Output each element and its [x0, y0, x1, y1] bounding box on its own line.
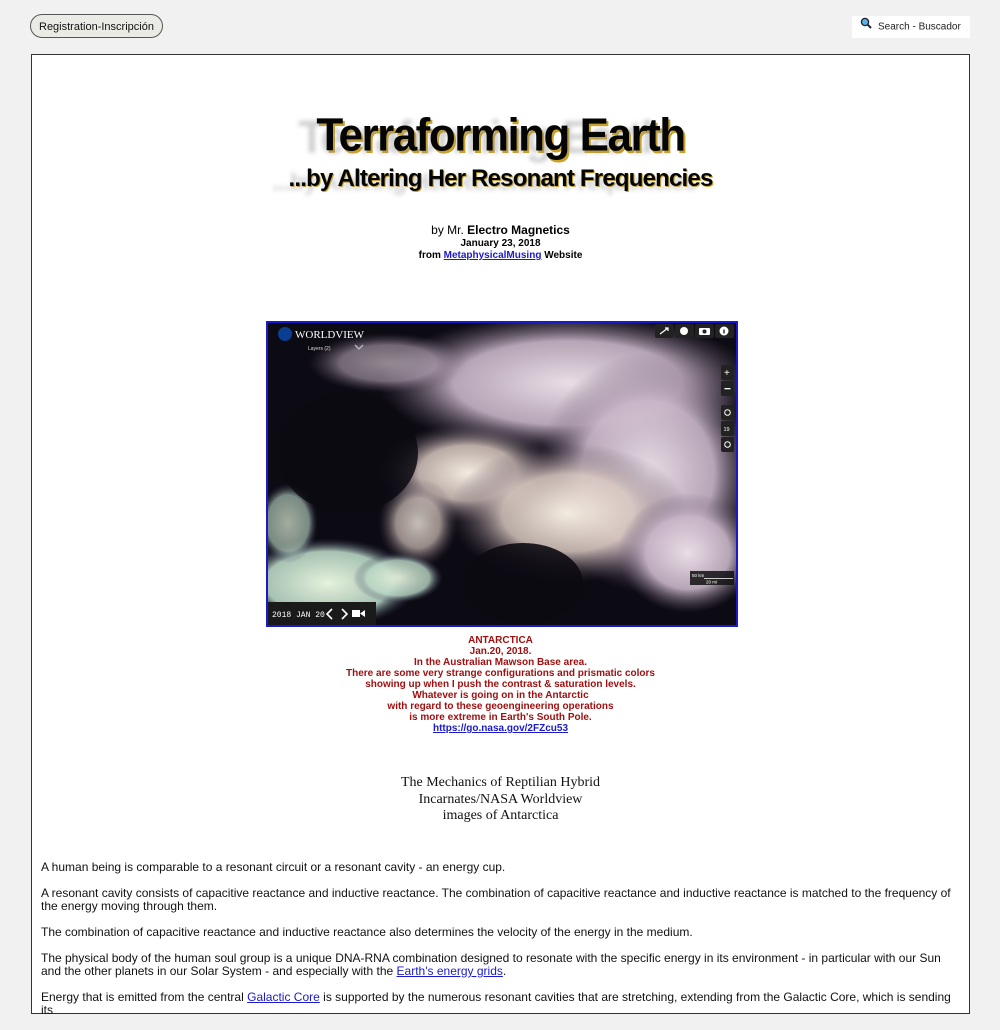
paragraph: A human being is comparable to a resonant circuit or a resonant cavity - an energy cup.	[41, 860, 506, 874]
caption-line: There are some very strange configurations and prismatic colors	[346, 668, 655, 679]
paragraph-text: is supported by the numerous resonant cavities that are stretching, extending from the Galactic Core, which is sending its	[41, 990, 951, 1017]
title-block	[32, 111, 969, 193]
source-line	[32, 250, 969, 261]
section-heading	[32, 775, 969, 825]
layers-label: Layers (2)	[308, 346, 331, 352]
by-prefix: by Mr.	[431, 223, 464, 237]
search-icon	[860, 16, 872, 38]
article-body	[41, 861, 951, 1030]
timeline-date: 2018 JAN 20	[272, 611, 325, 620]
from-prefix: from	[418, 250, 441, 261]
author-name: Electro Magnetics	[467, 223, 570, 237]
paragraph: A resonant cavity consists of capacitive reactance and inductive reactance. The combination of capacitive reactance and inductive reactance is matched to the frequency of the energy moving through them.	[41, 886, 951, 913]
svg-text:19: 19	[723, 427, 730, 433]
worldview-screenshot	[268, 323, 736, 625]
caption-line: Jan.20, 2018.	[469, 646, 532, 657]
svg-text:50 km: 50 km	[692, 573, 705, 578]
toolbar-camera-icon	[695, 324, 714, 338]
rotate-right-icon	[721, 437, 734, 452]
caption-link[interactable]: https://go.nasa.gov/2FZcu53	[432, 723, 569, 734]
image-caption	[32, 635, 969, 734]
svg-text:20 mi: 20 mi	[706, 579, 718, 585]
top-bar	[0, 0, 1000, 54]
content-frame	[31, 54, 970, 1017]
satellite-image[interactable]	[266, 321, 738, 627]
galactic-core-link[interactable]: Galactic Core	[247, 990, 320, 1004]
zoom-in-icon	[721, 365, 734, 380]
caption-line: is more extreme in Earth's South Pole.	[409, 712, 592, 723]
zoom-out-icon	[721, 381, 734, 396]
toolbar-share-icon	[655, 324, 674, 338]
source-link[interactable]: MetaphysicalMusing	[443, 250, 542, 261]
paragraph	[41, 991, 951, 1017]
energy-grids-link[interactable]: Earth's energy grids	[396, 964, 503, 978]
paragraph	[41, 952, 951, 978]
publish-date: January 23, 2018	[460, 238, 541, 249]
caption-line: showing up when I push the contrast & saturation levels.	[365, 679, 636, 690]
heading-line: images of Antarctica	[442, 808, 559, 823]
toolbar-globe-icon	[675, 324, 694, 338]
paragraph-text: Energy that is emitted from the central	[41, 990, 244, 1004]
source-suffix: Website	[544, 250, 583, 261]
zoom-level-indicator	[721, 421, 734, 436]
timeline-control	[268, 602, 376, 625]
page-subtitle: ...by Altering Her Resonant Frequencies	[288, 165, 713, 192]
heading-line: The Mechanics of Reptilian Hybrid	[400, 775, 601, 790]
caption-line: In the Australian Mawson Base area.	[413, 657, 588, 668]
paragraph-text: The physical body of the human soul group is a unique DNA-RNA combination designed to resonate with the specific energy in its environment - in particular with our Sun and the other planets in our Solar System - and especially with the	[41, 951, 941, 978]
caption-line: Whatever is going on in the Antarctic	[412, 690, 589, 701]
search-button[interactable]	[852, 16, 970, 38]
heading-line: Incarnates/NASA Worldview	[418, 791, 583, 807]
registration-button[interactable]: Registration-Inscripción	[30, 14, 163, 38]
rotate-left-icon	[721, 405, 734, 420]
search-label: Search - Buscador	[878, 21, 961, 33]
byline	[32, 223, 969, 261]
caption-line: with regard to these geoengineering operations	[387, 701, 614, 712]
map-scale	[690, 571, 734, 585]
paragraph: The combination of capacitive reactance and inductive reactance also determines the velocity of the energy in the medium.	[41, 925, 693, 939]
nasa-logo-icon	[278, 327, 292, 341]
toolbar-info-icon	[715, 324, 734, 338]
worldview-app-name: WORLDVIEW	[295, 329, 365, 341]
author-line	[32, 223, 969, 237]
caption-line: ANTARCTICA	[468, 635, 533, 646]
paragraph-text: .	[502, 964, 507, 978]
page-title: Terraforming Earth	[316, 109, 685, 162]
svg-text:+: +	[724, 368, 730, 379]
